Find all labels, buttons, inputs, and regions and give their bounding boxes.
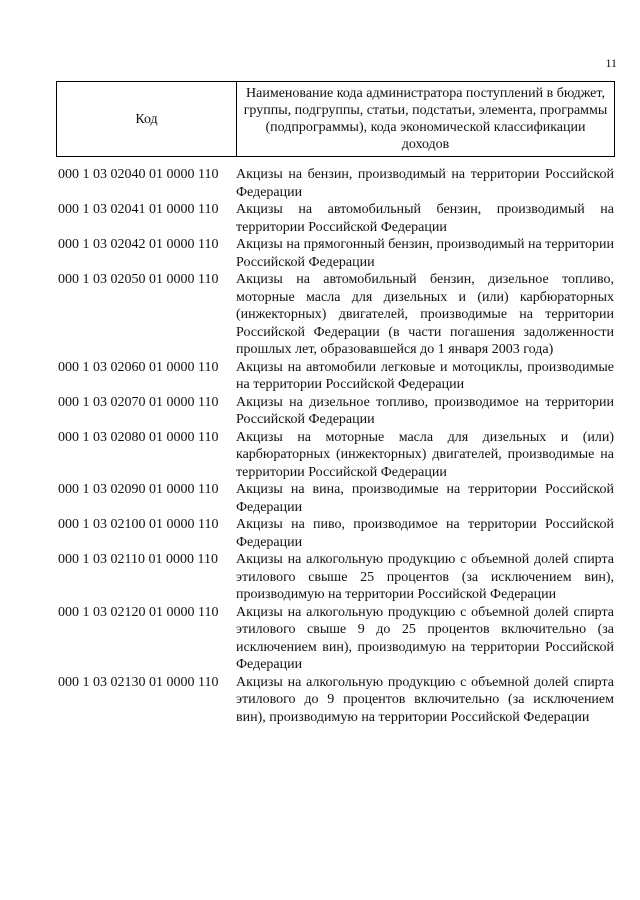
row-code: 000 1 03 02080 01 0000 110 [58,429,219,445]
table-row [58,604,614,674]
row-name: Акцизы на автомобили легковые и мотоциклы, производимые на территории Российской Федерации [236,359,614,392]
table-row [58,201,614,236]
row-name: Акцизы на алкогольную продукцию с объемной долей спирта этилового свыше 9 до 25 процентов включительно (за исключением вин), производимую на территории Российской Федерации [236,604,614,672]
row-code: 000 1 03 02110 01 0000 110 [58,552,218,567]
row-name: Акцизы на дизельное топливо, производимое на территории Российской Федерации [236,394,614,427]
row-code: 000 1 03 02070 01 0000 110 [58,394,219,410]
row-code: 000 1 03 02100 01 0000 110 [58,517,219,532]
row-name: Акцизы на алкогольную продукцию с объемной долей спирта этилового свыше 25 процентов (за исключением вин), производимую на территории Российской Федерации [236,552,614,602]
row-code: 000 1 03 02040 01 0000 110 [58,167,219,182]
row-name: Акцизы на моторные масла для дизельных и (или) карбюраторных (инжекторных) двигателей, производимые на территории Российской Федерации [236,429,614,480]
classification-table-header [56,81,615,157]
classification-rows [58,166,614,726]
table-row [58,359,614,394]
table-row [58,166,614,201]
row-code: 000 1 03 02050 01 0000 110 [58,272,219,287]
table-row [58,674,614,727]
row-name: Акцизы на бензин, производимый на территории Российской Федерации [236,167,614,200]
table-row [58,516,614,551]
row-name: Акцизы на алкогольную продукцию с объемной долей спирта этилового до 9 процентов включительно (за исключением вин), производимую на территории Российской Федерации [236,674,614,725]
name-column-header: Наименование кода администратора поступлений в бюджет, группы, подгруппы, статьи, подстатьи, элемента, программы (подпрограммы), кода экономической классификации доходов [237,82,615,157]
row-name: Акцизы на пиво, производимое на территории Российской Федерации [236,517,614,550]
row-name: Акцизы на автомобильный бензин, дизельное топливо, моторные масла для дизельных и (или) карбюраторных (инжекторных) двигателей, производимые на территории Российской Федерации (в части погашения задолженности прошлых лет, образовавшейся до 1 января 2003 года) [236,272,614,357]
row-code: 000 1 03 02060 01 0000 110 [58,359,219,375]
table-row [58,236,614,271]
table-header-row [57,82,615,157]
row-code: 000 1 03 02042 01 0000 110 [58,237,219,252]
table-row [58,271,614,359]
row-code: 000 1 03 02120 01 0000 110 [58,604,219,620]
table-row [58,394,614,429]
code-column-header: Код [57,82,237,157]
table-row [58,551,614,604]
row-name: Акцизы на прямогонный бензин, производимый на территории Российской Федерации [236,237,614,270]
row-code: 000 1 03 02090 01 0000 110 [58,482,219,497]
page-number: 11 [605,56,617,70]
row-code: 000 1 03 02041 01 0000 110 [58,202,219,217]
table-row [58,481,614,516]
row-name: Акцизы на автомобильный бензин, производимый на территории Российской Федерации [236,202,614,235]
table-row [58,429,614,482]
row-name: Акцизы на вина, производимые на территории Российской Федерации [236,482,614,515]
row-code: 000 1 03 02130 01 0000 110 [58,674,219,690]
